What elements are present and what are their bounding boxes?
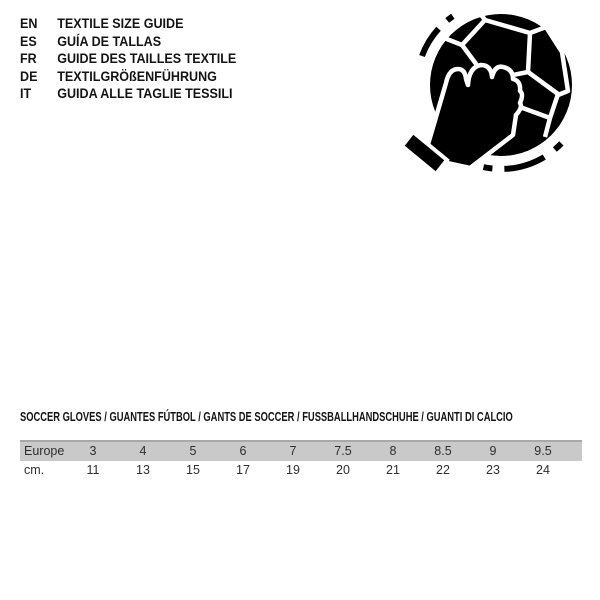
- size-value-cell: 7.5: [334, 444, 352, 458]
- language-label: TEXTILE SIZE GUIDE: [57, 16, 184, 31]
- cm-value-cell: 21: [386, 463, 400, 477]
- cm-value-cell: 13: [136, 463, 150, 477]
- language-code: ES: [20, 33, 37, 49]
- size-row-cm: [20, 461, 582, 479]
- cm-value-cell: 17: [236, 463, 250, 477]
- size-value-cell: 9: [489, 444, 497, 458]
- language-code: FR: [20, 51, 37, 66]
- language-row-it: [20, 85, 236, 103]
- size-value-cell: 6: [239, 444, 247, 458]
- cm-value-cell: 19: [286, 463, 300, 477]
- size-value-cell: 9.5: [534, 444, 552, 458]
- language-label: TEXTILGRÖßENFÜHRUNG: [57, 68, 217, 84]
- language-guide-list: [20, 15, 236, 103]
- cm-value-cell: 23: [486, 463, 500, 477]
- cm-value-cell: 24: [536, 463, 550, 477]
- size-row-europe: [20, 440, 582, 461]
- size-value-cell: 5: [189, 444, 197, 458]
- row-label: cm.: [24, 463, 45, 477]
- language-row-de: [20, 68, 236, 86]
- language-label: GUIDA ALLE TAGLIE TESSILI: [57, 86, 233, 101]
- goalkeeper-glove-soccer-ball-icon: [403, 5, 583, 200]
- row-label: Europe: [24, 444, 65, 458]
- language-code: EN: [20, 16, 38, 31]
- size-value-cell: 8: [389, 444, 397, 458]
- language-label: GUÍA DE TALLAS: [57, 33, 162, 49]
- size-value-cell: 3: [89, 444, 97, 458]
- size-table: [20, 440, 582, 479]
- size-value-cell: 4: [139, 444, 147, 458]
- cm-value-cell: 15: [186, 463, 200, 477]
- empty-cell: [568, 442, 582, 461]
- language-code: DE: [20, 68, 38, 84]
- cm-value-cell: 22: [436, 463, 450, 477]
- cm-value-cell: 20: [336, 463, 350, 477]
- language-row-fr: [20, 50, 236, 68]
- soccer-ball-glove-svg: [403, 5, 583, 200]
- cm-value-cell: 11: [86, 463, 100, 477]
- language-code: IT: [20, 86, 32, 101]
- language-row-es: [20, 33, 236, 51]
- language-label: GUIDE DES TAILLES TEXTILE: [57, 51, 237, 66]
- size-value-cell: 7: [289, 444, 297, 458]
- size-value-cell: 8.5: [434, 444, 452, 458]
- language-row-en: [20, 15, 236, 33]
- empty-cell: [568, 461, 582, 479]
- size-table-title: SOCCER GLOVES / GUANTES FÚTBOL / GANTS DE SOCCER / FUSSBALLHANDSCHUHE / GUANTI DI CALCIO: [20, 409, 513, 424]
